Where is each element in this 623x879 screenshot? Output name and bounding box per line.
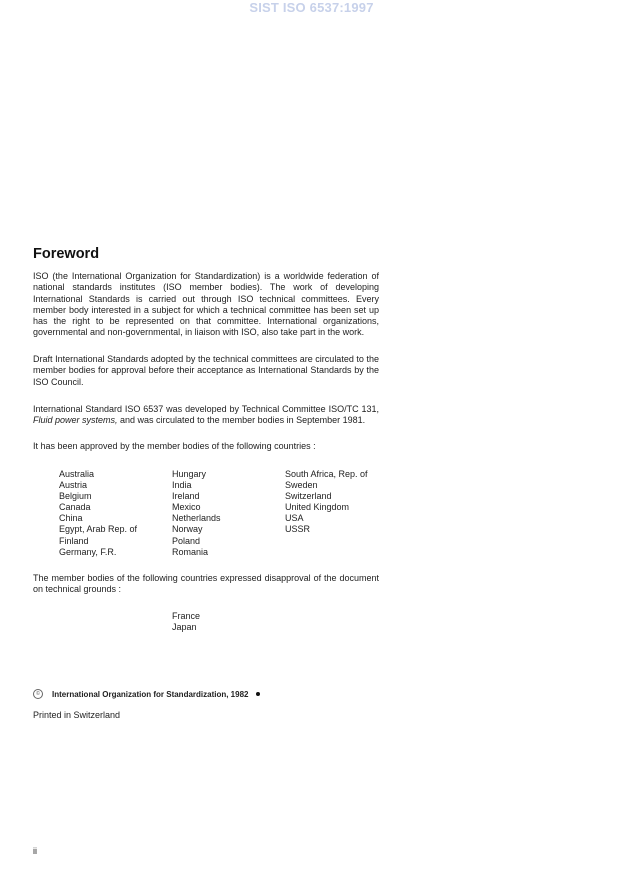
country-item: Canada (59, 502, 91, 513)
country-column-2 (172, 469, 221, 558)
country-item: South Africa, Rep. of (285, 469, 368, 479)
country-item: Austria (59, 480, 88, 491)
printed-in: Printed in Switzerland (33, 710, 121, 720)
country-item: Poland (172, 535, 201, 546)
country-item: Germany, F.R. (59, 546, 117, 557)
paragraph-iso-intro: ISO (the International Organization for Standardization) is a worldwide federation of national standards institutes (ISO member bodies). The work of developing International Standards is carried out through ISO technical committees. Every member body interested in a subject for which a technical committee has been set up has the right to be represented on that committee. International organizations, governmental and non-governmental, in liaison with ISO, also take part in the work. (33, 271, 379, 338)
country-item: Belgium (59, 491, 92, 502)
country-item: Hungary (172, 469, 207, 479)
country-item: Netherlands (172, 513, 221, 524)
origin-text-start: International Standard ISO 6537 was developed by Technical Committee ISO/TC 131, (33, 404, 379, 414)
origin-text-end: and was circulated to the member bodies in September 1981. (117, 415, 366, 426)
country-column-1 (59, 469, 137, 558)
country-item: Australia (59, 469, 95, 479)
paragraph-draft-standards: Draft International Standards adopted by the technical committees are circulated to the member bodies for approval before their acceptance as International Standards by the ISO Council. (33, 354, 379, 387)
country-item: France (172, 611, 201, 621)
copyright-line (33, 689, 260, 699)
watermark: SIST ISO 6537:1997 (249, 0, 374, 15)
copyright-icon: © (33, 689, 43, 699)
country-item: China (59, 513, 83, 524)
country-item: India (172, 480, 192, 491)
country-item: Romania (172, 546, 209, 557)
country-item: USA (285, 513, 304, 524)
country-item: Ireland (172, 491, 200, 502)
country-item: USSR (285, 524, 311, 535)
country-item: Mexico (172, 502, 201, 513)
country-item: Egypt, Arab Rep. of (59, 524, 138, 535)
country-item: Norway (172, 524, 203, 535)
committee-title: Fluid power systems, (33, 415, 118, 426)
country-item: Japan (172, 622, 197, 633)
country-item: United Kingdom (285, 502, 350, 513)
country-item: Finland (59, 535, 89, 546)
page-number: ii (33, 846, 37, 856)
bullet-dot (256, 692, 260, 696)
country-item: Switzerland (285, 491, 332, 502)
country-column-3 (285, 469, 368, 536)
page-title: Foreword (33, 246, 100, 262)
paragraph-approval: It has been approved by the member bodies of the following countries : (33, 441, 316, 451)
disapproving-countries (172, 611, 200, 633)
country-item: Sweden (285, 480, 318, 491)
paragraph-disapproval: The member bodies of the following countries expressed disapproval of the document on technical grounds : (33, 573, 379, 595)
paragraph-standard-origin (33, 404, 379, 427)
copyright-text: International Organization for Standardization, 1982 (52, 689, 249, 699)
